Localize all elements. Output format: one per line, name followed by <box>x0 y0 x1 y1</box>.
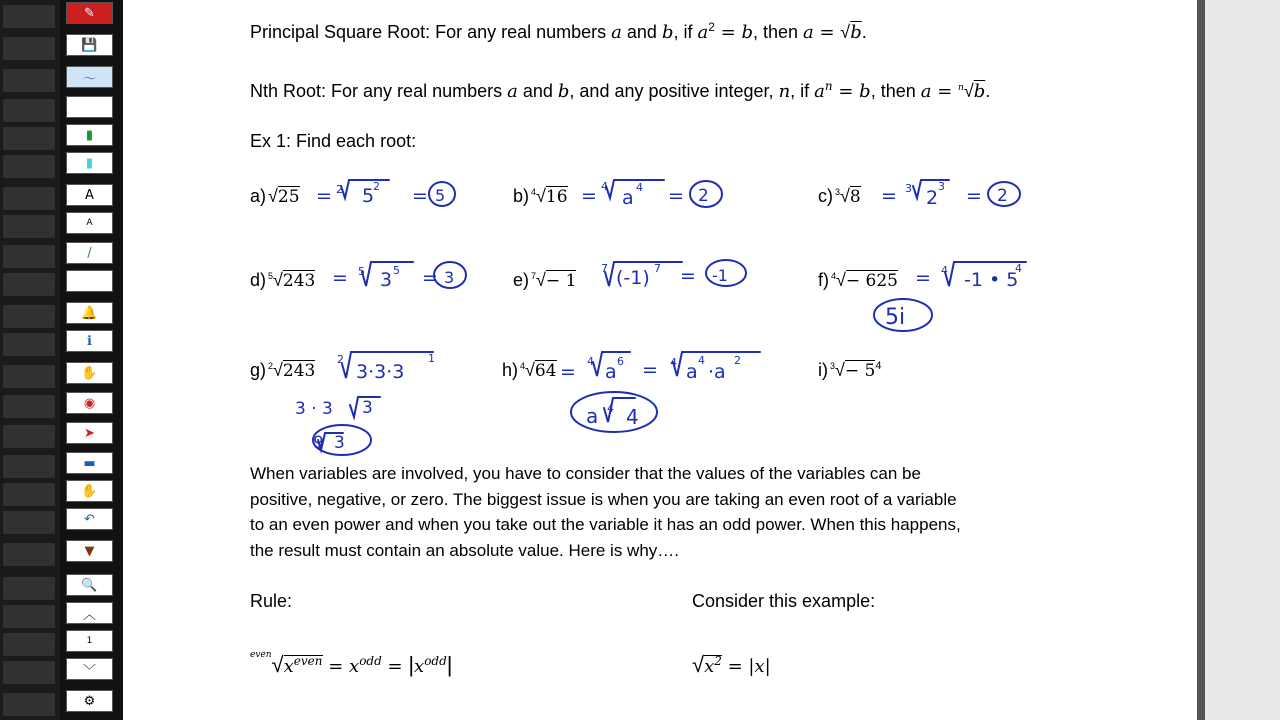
equals: = <box>813 22 841 43</box>
zoom-icon: 🔍 <box>81 577 98 593</box>
svg-text:2: 2 <box>926 187 939 209</box>
svg-text:2: 2 <box>337 353 344 366</box>
svg-text:3: 3 <box>380 269 393 291</box>
var-b: b <box>859 81 871 102</box>
paragraph-line: positive, negative, or zero. The biggest issue is when you are taking an even root of a variable <box>250 489 957 509</box>
eraser-icon: ▬ <box>83 455 96 471</box>
definition-text: Principal Square Root: For any real numbers <box>250 22 612 42</box>
exponent: n <box>824 79 833 93</box>
equals: = <box>931 81 959 102</box>
svg-text:5i: 5i <box>885 305 906 330</box>
exponent: 4 <box>875 360 882 372</box>
svg-text:6: 6 <box>617 355 624 368</box>
svg-text:4: 4 <box>636 181 643 194</box>
problem-label: d) <box>250 270 267 290</box>
problem-label: a) <box>250 186 267 206</box>
definition-text: , if <box>790 81 815 101</box>
var-a: a <box>507 81 518 102</box>
radicand: 243 <box>282 271 316 291</box>
root-index: 4 <box>831 271 837 281</box>
svg-text:4: 4 <box>607 402 614 415</box>
svg-text:3 · 3: 3 · 3 <box>295 399 333 419</box>
svg-text:=: = <box>332 267 348 289</box>
svg-text:3: 3 <box>444 268 455 287</box>
var-a: a <box>803 22 814 43</box>
definition-text: , if <box>673 22 698 42</box>
problem-label: i) <box>818 360 828 380</box>
svg-text:4: 4 <box>698 354 705 367</box>
svg-text:5: 5 <box>358 265 365 278</box>
root-index: 2 <box>268 361 274 371</box>
exponent: even <box>293 654 323 668</box>
var-a: a <box>697 22 709 43</box>
svg-text:=: = <box>881 185 897 207</box>
save-icon: 💾 <box>81 37 98 53</box>
period: . <box>985 81 991 101</box>
svg-text:=: = <box>560 361 576 383</box>
svg-text:=: = <box>581 185 597 207</box>
radicand: 16 <box>545 187 568 207</box>
settings-icon: ⚙ <box>83 693 96 709</box>
radical-sign: √ <box>273 270 283 290</box>
svg-text:4: 4 <box>1015 262 1022 275</box>
svg-text:2: 2 <box>734 354 741 367</box>
page-number: 1 <box>86 636 93 646</box>
pen-logo-icon: ✎ <box>84 5 95 21</box>
svg-text:a: a <box>686 361 698 383</box>
root-index: n <box>958 83 964 93</box>
cyan-marker-icon: ▮ <box>85 155 94 171</box>
radicand: 243 <box>282 361 316 381</box>
svg-text:-1 • 5: -1 • 5 <box>964 269 1019 291</box>
page-down-icon: ﹀ <box>82 663 96 679</box>
equals: = <box>381 656 409 677</box>
svg-text:2: 2 <box>336 183 343 196</box>
problem-label: b) <box>513 186 530 206</box>
line-icon: / <box>87 245 92 261</box>
equals: = <box>832 81 860 102</box>
var-b: b <box>741 22 753 43</box>
example-heading-2: Consider this example: <box>692 591 876 611</box>
svg-text:a: a <box>622 187 634 209</box>
radicand: 8 <box>849 187 861 207</box>
var-b: b <box>557 81 570 102</box>
graph-icon: 〜 <box>82 71 96 87</box>
svg-text:=: = <box>680 265 696 287</box>
definition-text: , then <box>870 81 921 101</box>
svg-text:·a: ·a <box>708 361 726 383</box>
svg-text:2: 2 <box>997 186 1008 206</box>
radical-sign: √ <box>536 270 546 290</box>
hand-icon: ✋ <box>81 483 98 499</box>
bell-icon: 🔔 <box>81 305 98 321</box>
example-heading: Ex 1: Find each root: <box>250 131 417 151</box>
svg-text:4: 4 <box>670 356 677 369</box>
svg-text:=: = <box>668 185 684 207</box>
info-icon: ℹ <box>87 333 92 349</box>
svg-text:4: 4 <box>587 355 594 368</box>
radical-sign: √ <box>963 81 974 101</box>
radical-sign: √ <box>271 652 284 677</box>
var-x: x <box>349 656 360 677</box>
radical-sign: √ <box>840 22 851 42</box>
definition-text: and <box>621 22 662 42</box>
green-marker-icon: ▮ <box>85 127 94 143</box>
svg-text:3: 3 <box>938 180 945 193</box>
exponent: odd <box>359 654 382 668</box>
abs-x: |x| <box>748 656 771 677</box>
var-a: a <box>920 81 932 102</box>
problem-label: g) <box>250 360 267 380</box>
abs-bar: | <box>408 652 415 677</box>
svg-text:2: 2 <box>373 180 380 193</box>
svg-text:a: a <box>586 404 599 428</box>
svg-text:4: 4 <box>941 264 948 277</box>
var-x: x <box>414 656 425 677</box>
svg-text:3: 3 <box>362 398 373 418</box>
root-index: even <box>250 650 272 660</box>
paragraph-line: the result must contain an absolute value. Here is why…. <box>250 540 679 560</box>
rule-heading: Rule: <box>250 591 293 611</box>
radical-sign: √ <box>835 360 845 380</box>
collapse-icon: ▼ <box>84 543 95 559</box>
root-index: 7 <box>531 271 537 281</box>
equals: = <box>322 656 350 677</box>
svg-text:=: = <box>422 267 438 289</box>
var-b: b <box>661 22 674 43</box>
paragraph-line: When variables are involved, you have to consider that the values of the variables can be <box>250 464 921 483</box>
svg-text:4: 4 <box>601 180 608 193</box>
exponent: 2 <box>708 20 715 34</box>
var-b: b <box>973 81 986 102</box>
svg-text:=: = <box>316 185 332 207</box>
radicand: − 5 <box>844 361 876 381</box>
var-a: a <box>611 22 622 43</box>
radical-sign: √ <box>273 360 283 380</box>
root-index: 3 <box>835 187 841 197</box>
radical-sign: √ <box>268 186 278 206</box>
svg-text:(-1): (-1) <box>616 267 650 289</box>
definition-text: Nth Root: For any real numbers <box>250 81 508 101</box>
paragraph-line: to an even power and when you take out the variable it has an odd power. When this happens, <box>250 515 961 535</box>
root-index: 3 <box>830 361 836 371</box>
page-up-icon: ︿ <box>82 607 96 623</box>
svg-text:9: 9 <box>313 433 324 453</box>
var-x: x <box>704 656 715 677</box>
problem-label: c) <box>818 186 833 206</box>
svg-text:5: 5 <box>393 264 400 277</box>
svg-text:a: a <box>605 361 617 383</box>
radicand: − 1 <box>545 271 577 291</box>
definition-text: , and any positive integer, <box>569 81 779 101</box>
radicand: − 625 <box>845 271 899 291</box>
record-icon: ◉ <box>83 395 96 411</box>
radicand: 64 <box>534 361 557 381</box>
radical-sign: √ <box>836 270 846 290</box>
svg-text:=: = <box>642 359 658 381</box>
problem-label: h) <box>502 360 519 380</box>
var-x: x <box>283 656 294 677</box>
var-b: b <box>850 22 862 43</box>
equals: = <box>714 22 742 43</box>
exponent: 2 <box>714 654 722 668</box>
svg-text:5: 5 <box>435 186 446 205</box>
text-small-icon: A <box>86 218 93 228</box>
equals: = <box>721 656 749 677</box>
exponent: odd <box>424 654 447 668</box>
problem-label: e) <box>513 270 530 290</box>
svg-text:3: 3 <box>334 433 345 453</box>
text-large-icon: A <box>85 187 94 203</box>
radical-sign: √ <box>692 652 705 677</box>
svg-text:=: = <box>412 185 428 207</box>
undo-icon: ↶ <box>84 511 95 527</box>
definition-text: , then <box>752 22 804 42</box>
root-index: 4 <box>531 187 537 197</box>
root-index: 5 <box>268 271 274 281</box>
svg-text:=: = <box>915 267 931 289</box>
hand-icon: ✋ <box>81 365 98 381</box>
period: . <box>861 22 867 42</box>
radical-sign: √ <box>536 186 546 206</box>
problem-label: f) <box>818 270 829 290</box>
svg-text:7: 7 <box>601 262 608 275</box>
definition-text: and <box>517 81 558 101</box>
svg-text:3·3·3: 3·3·3 <box>356 361 405 383</box>
pointer-icon: ➤ <box>84 425 95 441</box>
svg-text:7: 7 <box>654 262 661 275</box>
radicand: 25 <box>277 187 300 207</box>
svg-text:4: 4 <box>626 405 639 429</box>
var-a: a <box>814 81 825 102</box>
svg-text:5: 5 <box>362 185 375 207</box>
abs-bar: | <box>446 652 453 677</box>
svg-text:=: = <box>966 185 982 207</box>
svg-text:-1: -1 <box>712 266 728 285</box>
radical-sign: √ <box>525 360 535 380</box>
svg-text:3: 3 <box>905 182 912 195</box>
svg-text:1: 1 <box>428 352 435 365</box>
svg-text:2: 2 <box>698 186 709 206</box>
root-index: 4 <box>520 361 526 371</box>
radical-sign: √ <box>840 186 850 206</box>
var-n: n <box>778 81 791 102</box>
